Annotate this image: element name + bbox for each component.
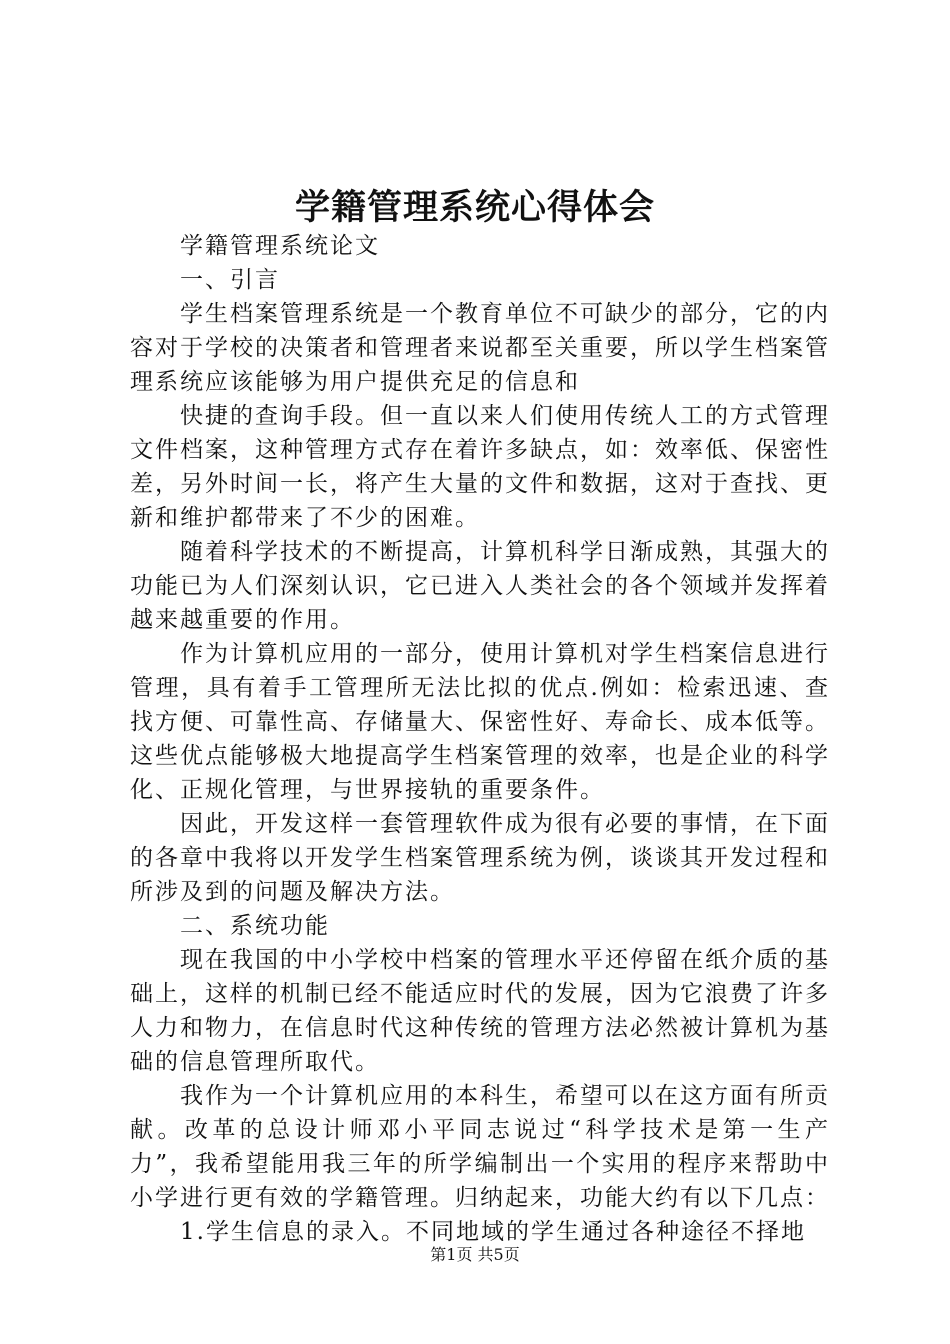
paragraph: 现在我国的中小学校中档案的管理水平还停留在纸介质的基础上，这样的机制已经不能适应时代的发展，因为它浪费了许多人力和物力，在信息时代这种传统的管理方法必然被计算机为基础的信息管理所取代。: [130, 947, 830, 1075]
paragraph: 快捷的查询手段。但一直以来人们使用传统人工的方式管理文件档案，这种管理方式存在着许多缺点，如：效率低、保密性差，另外时间一长，将产生大量的文件和数据，这对于查找、更新和维护都带来了不少的困难。: [130, 403, 830, 531]
paragraph: 因此，开发这样一套管理软件成为很有必要的事情，在下面的各章中我将以开发学生档案管理系统为例，谈谈其开发过程和所涉及到的问题及解决方法。: [130, 811, 830, 905]
list-item: 1.学生信息的录入。不同地域的学生通过各种途径不择地: [180, 1219, 806, 1245]
page-number-footer: 第1页 共5页: [430, 1245, 520, 1264]
paragraph-subtitle: 学籍管理系统论文: [180, 233, 380, 259]
paragraph: 我作为一个计算机应用的本科生，希望可以在这方面有所贡献。改革的总设计师邓小平同志说过“科学技术是第一生产力”，我希望能用我三年的所学编制出一个实用的程序来帮助中小学进行更有效的学籍管理。归纳起来，功能大约有以下几点：: [130, 1083, 830, 1211]
section-heading-introduction: 一、引言: [180, 267, 280, 293]
document-title: 学籍管理系统心得体会: [294, 187, 655, 228]
document-body: [130, 229, 830, 1249]
paragraph: 随着科学技术的不断提高，计算机科学日渐成熟，其强大的功能已为人们深刻认识，它已进入人类社会的各个领域并发挥着越来越重要的作用。: [130, 539, 830, 633]
paragraph: 学生档案管理系统是一个教育单位不可缺少的部分，它的内容对于学校的决策者和管理者来说都至关重要，所以学生档案管理系统应该能够为用户提供充足的信息和: [130, 301, 830, 395]
paragraph: 作为计算机应用的一部分，使用计算机对学生档案信息进行管理，具有着手工管理所无法比拟的优点.例如：检索迅速、查找方便、可靠性高、存储量大、保密性好、寿命长、成本低等。这些优点能够极大地提高学生档案管理的效率，也是企业的科学化、正规化管理，与世界接轨的重要条件。: [130, 641, 830, 803]
section-heading-system-functions: 二、系统功能: [180, 913, 330, 939]
